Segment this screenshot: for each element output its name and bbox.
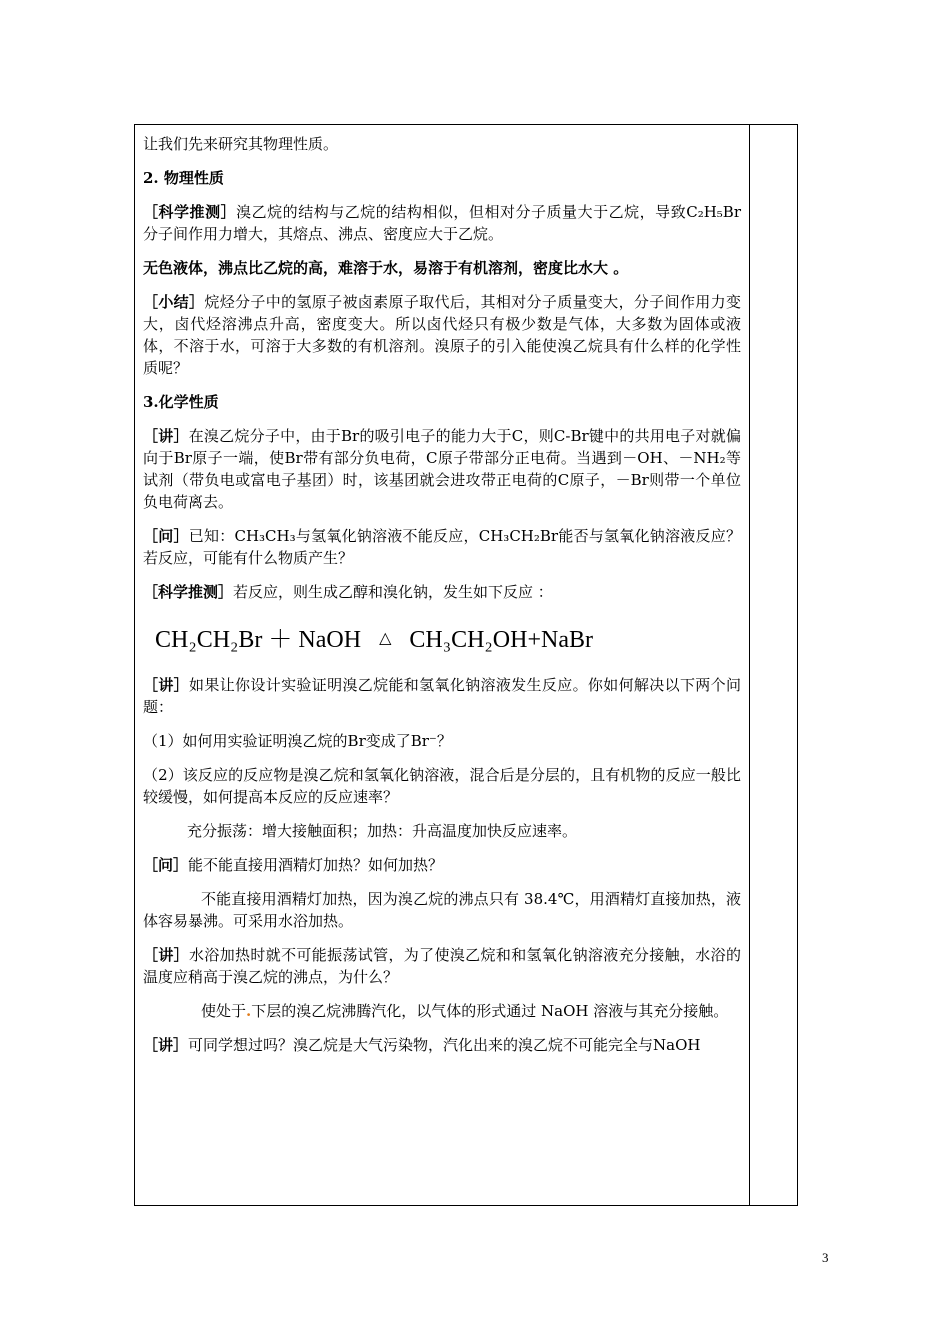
paragraph-text: 烷烃分子中的氢原子被卤素原子取代后，其相对分子质量变大，分子间作用力变大，卤代烃溶沸点升高，密度变大。所以卤代烃只有极少数是气体，大多数为固体或液体，不溶于水，可溶于大多数的有机溶剂。溴原子的引入能使溴乙烷具有什么样的化学性质呢？ <box>143 293 741 377</box>
equation-products: CH₃CH₂OH+NaBr <box>409 627 593 653</box>
tag-label: ［科学推测］ <box>143 203 237 221</box>
paragraph-text: 下层的溴乙烷沸腾汽化，以气体的形式通过 NaOH 溶液与其充分接触。 <box>251 1002 729 1020</box>
equation-reactants: CH₂CH₂Br ＋ NaOH <box>155 627 362 653</box>
answer-water-bath: 不能直接用酒精灯加热，因为溴乙烷的沸点只有 38.4℃，用酒精灯直接加热，液体容易暴沸。可采用水浴加热。 <box>143 890 741 930</box>
paragraph-physical-summary: 无色液体，沸点比乙烷的高，难溶于水，易溶于有机溶剂，密度比水大 。 <box>143 259 629 277</box>
tag-label: ［讲］ <box>143 427 189 445</box>
answer-vaporize <box>143 1000 741 1022</box>
paragraph-question-1 <box>143 525 741 569</box>
paragraph-lecture-4 <box>143 1034 741 1056</box>
paragraph-text: 溴乙烷的结构与乙烷的结构相似，但相对分子质量大于乙烷，导致C₂H₅Br 分子间作用力增大，其熔点、沸点、密度应大于乙烷。 <box>143 203 741 243</box>
paragraph-text: 若反应，则生成乙醇和溴化钠，发生如下反应 ： <box>233 583 553 601</box>
paragraph-lecture-3 <box>143 944 741 988</box>
tag-label: ［问］ <box>143 856 189 874</box>
paragraph-text: 使处于 <box>201 1002 247 1020</box>
table-column-divider <box>749 125 750 1205</box>
paragraph-science-guess-1 <box>143 201 741 245</box>
lesson-content <box>143 133 741 1056</box>
paragraph-text: 如果让你设计实验证明溴乙烷能和氢氧化钠溶液发生反应。你如何解决以下两个问题： <box>143 676 741 716</box>
paragraph-lecture-1 <box>143 425 741 513</box>
tag-label: ［讲］ <box>143 676 190 694</box>
answer-shake-heat: 充分振荡：增大接触面积；加热：升高温度加快反应速率。 <box>187 822 578 840</box>
paragraph-text: 已知：CH₃CH₃与氢氧化钠溶液不能反应，CH₃CH₂Br能否与氢氧化钠溶液反应？若反应，可能有什么物质产生？ <box>143 527 741 567</box>
heading-chemical-properties: 3.化学性质 <box>143 393 219 411</box>
heading-physical-properties: 2. 物理性质 <box>143 169 224 187</box>
question-item-1: （1）如何用实验证明溴乙烷的Br变成了Br⁻？ <box>143 732 452 750</box>
paragraph-text: 可同学想过吗？溴乙烷是大气污染物，汽化出来的溴乙烷不可能完全与NaOH <box>188 1036 701 1054</box>
paragraph-text: 能不能直接用酒精灯加热？如何加热？ <box>188 856 444 874</box>
lesson-table <box>134 124 798 1206</box>
question-item-2: （2）该反应的反应物是溴乙烷和氢氧化钠溶液，混合后是分层的，且有机物的反应一般比较缓慢，如何提高本反应的反应速率？ <box>143 766 741 806</box>
page-number: 3 <box>822 1250 829 1265</box>
paragraph-text: 水浴加热时就不可能振荡试管，为了使溴乙烷和和氢氧化钠溶液充分接触，水浴的温度应稍高于溴乙烷的沸点，为什么？ <box>143 946 741 986</box>
tag-label: ［小结］ <box>143 293 205 311</box>
tag-label: ［科学推测］ <box>143 583 234 601</box>
mark-dot: . <box>246 1002 252 1020</box>
tag-label: ［讲］ <box>143 946 190 964</box>
paragraph-question-2 <box>143 854 741 876</box>
tag-label: ［讲］ <box>143 1036 189 1054</box>
paragraph-summary <box>143 291 741 379</box>
heat-arrow-icon: △ <box>379 630 392 647</box>
paragraph-science-guess-2 <box>143 581 741 603</box>
reaction-equation <box>143 619 741 660</box>
tag-label: ［问］ <box>143 527 189 545</box>
paragraph-text: 在溴乙烷分子中，由于Br的吸引电子的能力大于C，则C-Br键中的共用电子对就偏向于Br原子一端，使Br带有部分负电荷，C原子带部分正电荷。当遇到－OH、－NH₂等试剂（带负电或富电子基团）时，该基团就会进攻带正电荷的C原子，－Br则带一个单位负电荷离去。 <box>143 427 741 511</box>
paragraph-lecture-2 <box>143 674 741 718</box>
paragraph-intro: 让我们先来研究其物理性质。 <box>143 135 339 153</box>
